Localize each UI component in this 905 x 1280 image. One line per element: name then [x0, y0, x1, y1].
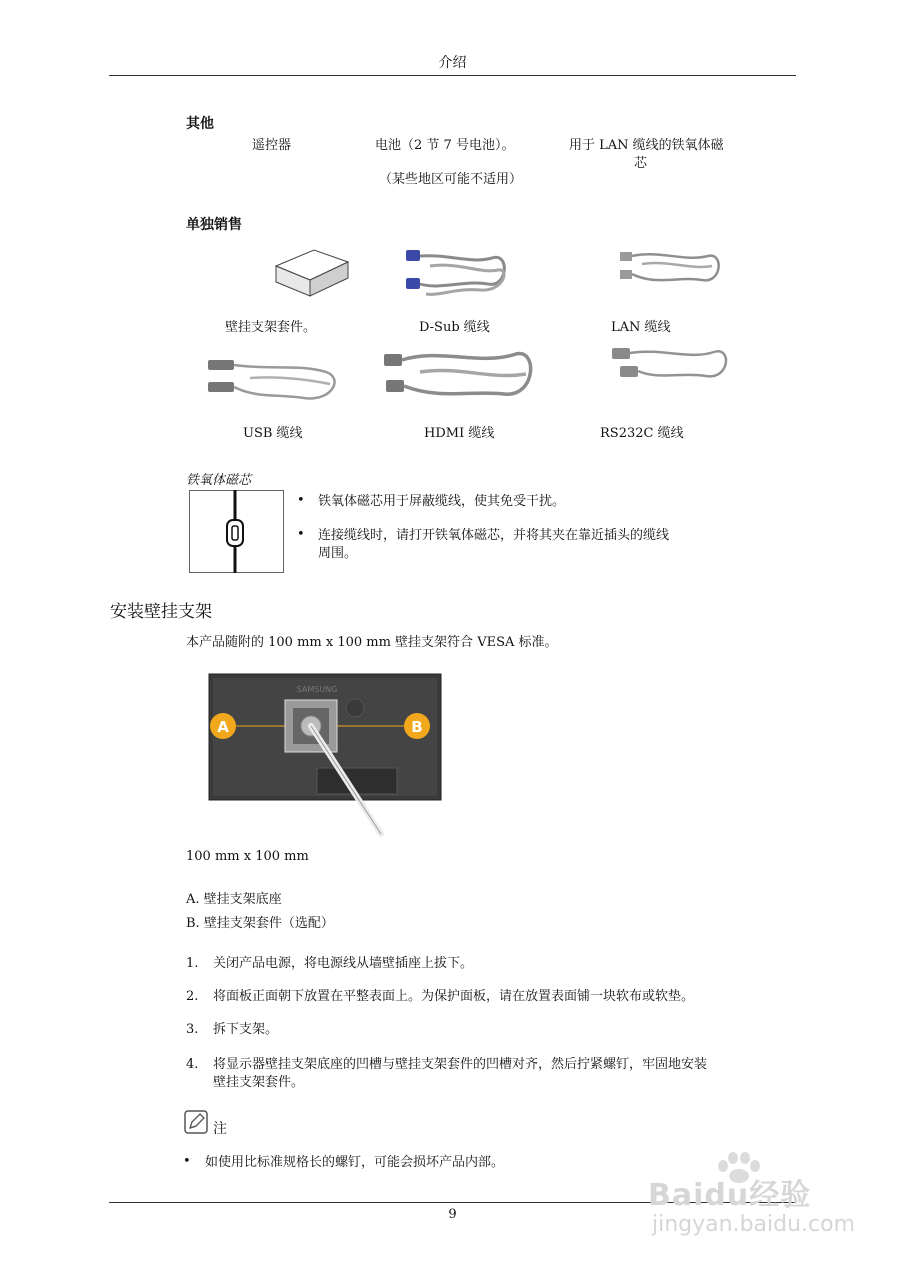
- mount-section-title: 安装壁挂支架: [110, 602, 212, 622]
- ferrite-label-line2: 芯: [634, 156, 648, 171]
- step-4-number: 4.: [186, 1057, 199, 1072]
- step-1-number: 1.: [186, 956, 199, 971]
- hdmi-cable-image: [380, 340, 536, 408]
- usb-cable-label: USB 缆线: [243, 426, 303, 441]
- ferrite-bullet-2-cont: 周围。: [318, 546, 358, 561]
- label-a-text: A: [217, 718, 229, 736]
- remote-label: 遥控器: [252, 138, 292, 153]
- step-3-text: 拆下支架。: [213, 1022, 279, 1037]
- step-4-text-cont: 壁挂支架套件。: [213, 1075, 305, 1090]
- page-number: 9: [448, 1207, 457, 1222]
- ferrite-label-line1: 用于 LAN 缆线的铁氧体磁: [569, 138, 724, 153]
- hdmi-cable-label: HDMI 缆线: [424, 426, 495, 441]
- step-2-text: 将面板正面朝下放置在平整表面上。为保护面板，请在放置表面铺一块软布或软垫。: [213, 989, 695, 1004]
- rs232c-cable-image: [606, 340, 734, 388]
- usb-cable-image: [200, 350, 344, 408]
- header-rule: [109, 75, 796, 76]
- ferrite-title: 铁氧体磁芯: [186, 473, 252, 488]
- lan-cable-image: [612, 244, 724, 294]
- note-bullet-dot: •: [183, 1154, 191, 1169]
- watermark-url: jingyan.baidu.com: [652, 1212, 856, 1237]
- step-3-number: 3.: [186, 1022, 199, 1037]
- legend-a: A. 壁挂支架底座: [186, 892, 282, 907]
- others-heading: 其他: [186, 116, 214, 132]
- ferrite-core-image: [189, 490, 285, 574]
- watermark-brand: Baidu经验: [648, 1178, 812, 1213]
- ferrite-bullet-dot-1: •: [297, 493, 305, 508]
- dsub-cable-image: [400, 244, 512, 302]
- label-b-text: B: [411, 718, 423, 736]
- wall-mount-kit-image: [268, 244, 352, 302]
- monitor-back-figure: [205, 672, 445, 840]
- ferrite-bullet-dot-2: •: [297, 527, 305, 542]
- dsub-cable-label: D-Sub 缆线: [419, 320, 490, 335]
- note-bullet-text: 如使用比标准规格长的螺钉，可能会损坏产品内部。: [205, 1155, 505, 1170]
- sold-separately-heading: 单独销售: [186, 217, 242, 233]
- wall-mount-kit-label: 壁挂支架套件。: [225, 320, 317, 335]
- monitor-brand: SAMSUNG: [296, 685, 338, 694]
- legend-b: B. 壁挂支架套件（选配）: [186, 916, 334, 931]
- mount-intro: 本产品随附的 100 mm x 100 mm 壁挂支架符合 VESA 标准。: [186, 635, 558, 650]
- ferrite-bullet-1: 铁氧体磁芯用于屏蔽缆线，使其免受干扰。: [318, 494, 566, 509]
- battery-note: （某些地区可能不适用）: [379, 172, 523, 187]
- page-header-title: 介绍: [438, 55, 467, 71]
- lan-cable-label: LAN 缆线: [611, 320, 671, 335]
- step-1-text: 关闭产品电源，将电源线从墙壁插座上拔下。: [213, 956, 474, 971]
- note-icon: [184, 1110, 208, 1134]
- figure-caption: 100 mm x 100 mm: [186, 849, 309, 864]
- battery-label: 电池（2 节 7 号电池）。: [375, 138, 515, 153]
- step-4-text: 将显示器壁挂支架底座的凹槽与壁挂支架套件的凹槽对齐，然后拧紧螺钉，牢固地安装: [213, 1057, 708, 1072]
- step-2-number: 2.: [186, 989, 199, 1004]
- rs232c-cable-label: RS232C 缆线: [600, 426, 684, 441]
- note-label: 注: [213, 1121, 227, 1137]
- ferrite-bullet-2: 连接缆线时，请打开铁氧体磁芯，并将其夹在靠近插头的缆线: [318, 528, 670, 543]
